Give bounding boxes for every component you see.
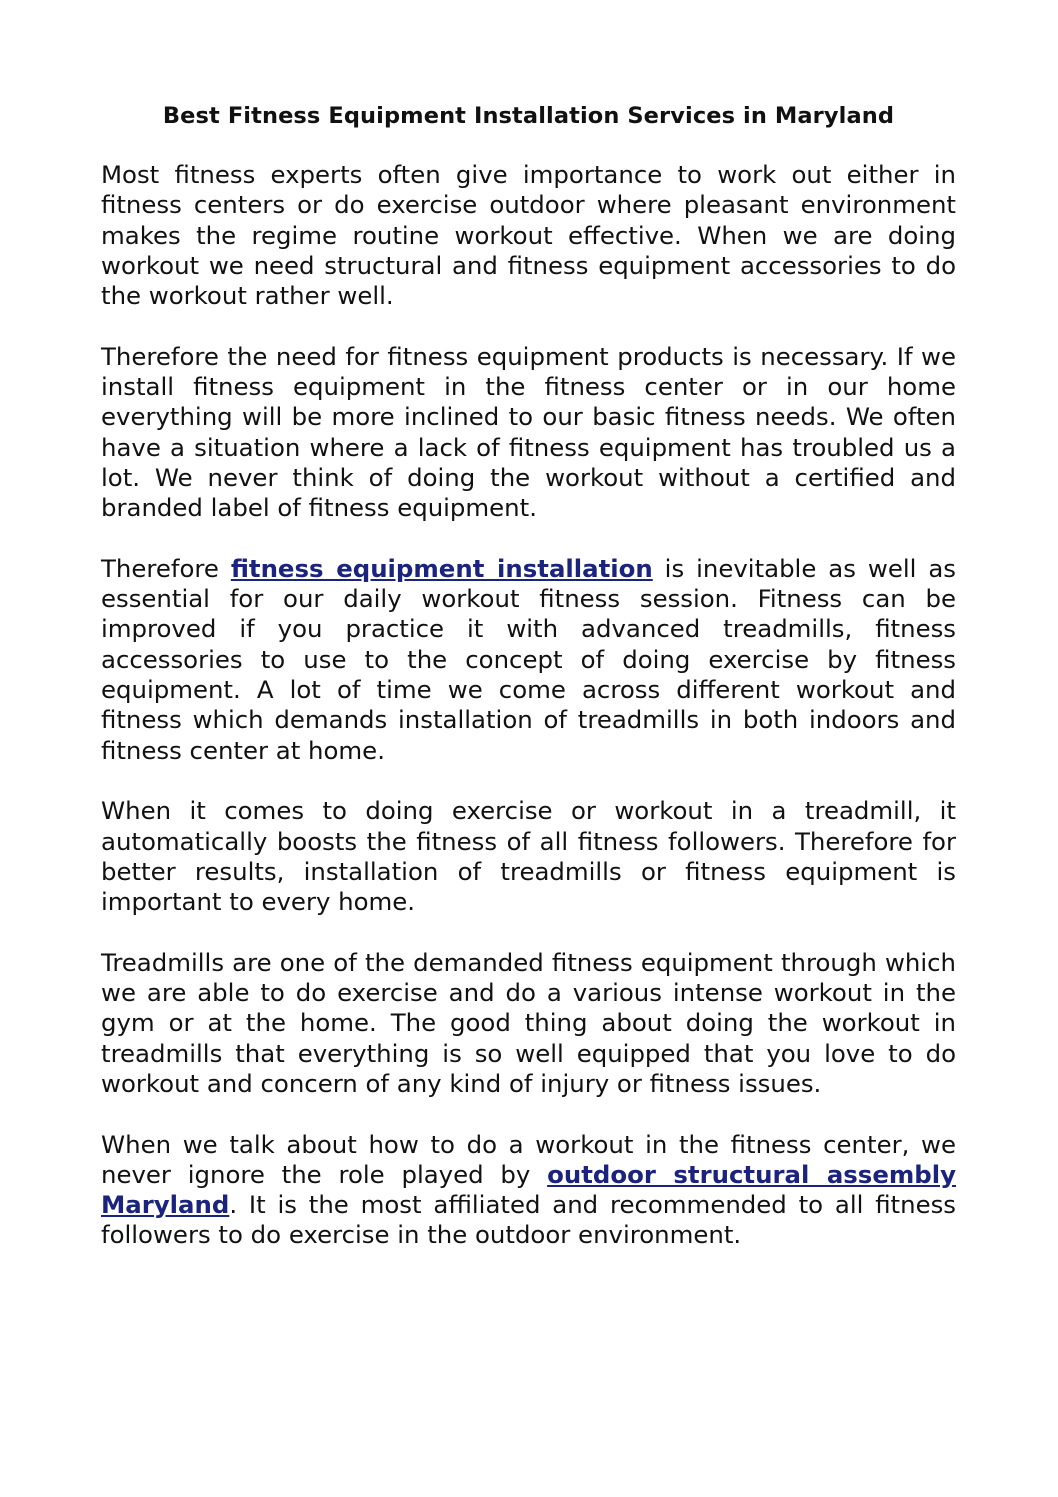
paragraph-installation-rest: is inevitable as well as essential for our daily workout fitness session. Fitness can be improved if you practice it with advanced treadmills, fitness accessories to use to the concept of doing exercise by fitness equipment. A lot of time we come across different workout and fitness which demands installation of treadmills in both indoors and fitness center at home. <box>101 553 957 765</box>
paragraph-outdoor-lead: When we talk about how to do a workout in the fitness center, we never ignore the role played by <box>101 1129 956 1189</box>
paragraph-installation-lead: Therefore <box>101 553 231 583</box>
paragraph-outdoor <box>101 1130 956 1251</box>
paragraph-installation <box>101 554 956 766</box>
paragraph-intro: Most fitness experts often give importance to work out either in fitness centers or do exercise outdoor where pleasant environment makes the regime routine workout effective. When we are doing workout we need structural and fitness equipment accessories to do the workout rather well. <box>101 160 956 311</box>
paragraph-outdoor-rest: . It is the most affiliated and recommended to all fitness followers to do exercise in the outdoor environment. <box>101 1190 956 1250</box>
paragraph-need: Therefore the need for fitness equipment products is necessary. If we install fitness equipment in the fitness center or in our home everything will be more inclined to our basic fitness needs. We often have a situation where a lack of fitness equipment has troubled us a lot. We never think of doing the workout without a certified and branded label of fitness equipment. <box>101 341 956 523</box>
document-title: Best Fitness Equipment Installation Services in Maryland <box>162 103 895 129</box>
document-page <box>101 100 956 1281</box>
paragraph-treadmill-benefits: When it comes to doing exercise or workout in a treadmill, it automatically boosts the fitness of all fitness followers. Therefore for better results, installation of treadmills or fitness equipment is important to every home. <box>101 796 956 917</box>
paragraph-treadmills: Treadmills are one of the demanded fitness equipment through which we are able to do exercise and do a various intense workout in the gym or at the home. The good thing about doing the workout in treadmills that everything is so well equipped that you love to do workout and concern of any kind of injury or fitness issues. <box>101 947 956 1098</box>
outdoor-structural-assembly-link[interactable]: outdoor structural assembly Maryland <box>101 1159 957 1220</box>
fitness-equipment-installation-link[interactable]: fitness equipment installation <box>230 553 653 583</box>
